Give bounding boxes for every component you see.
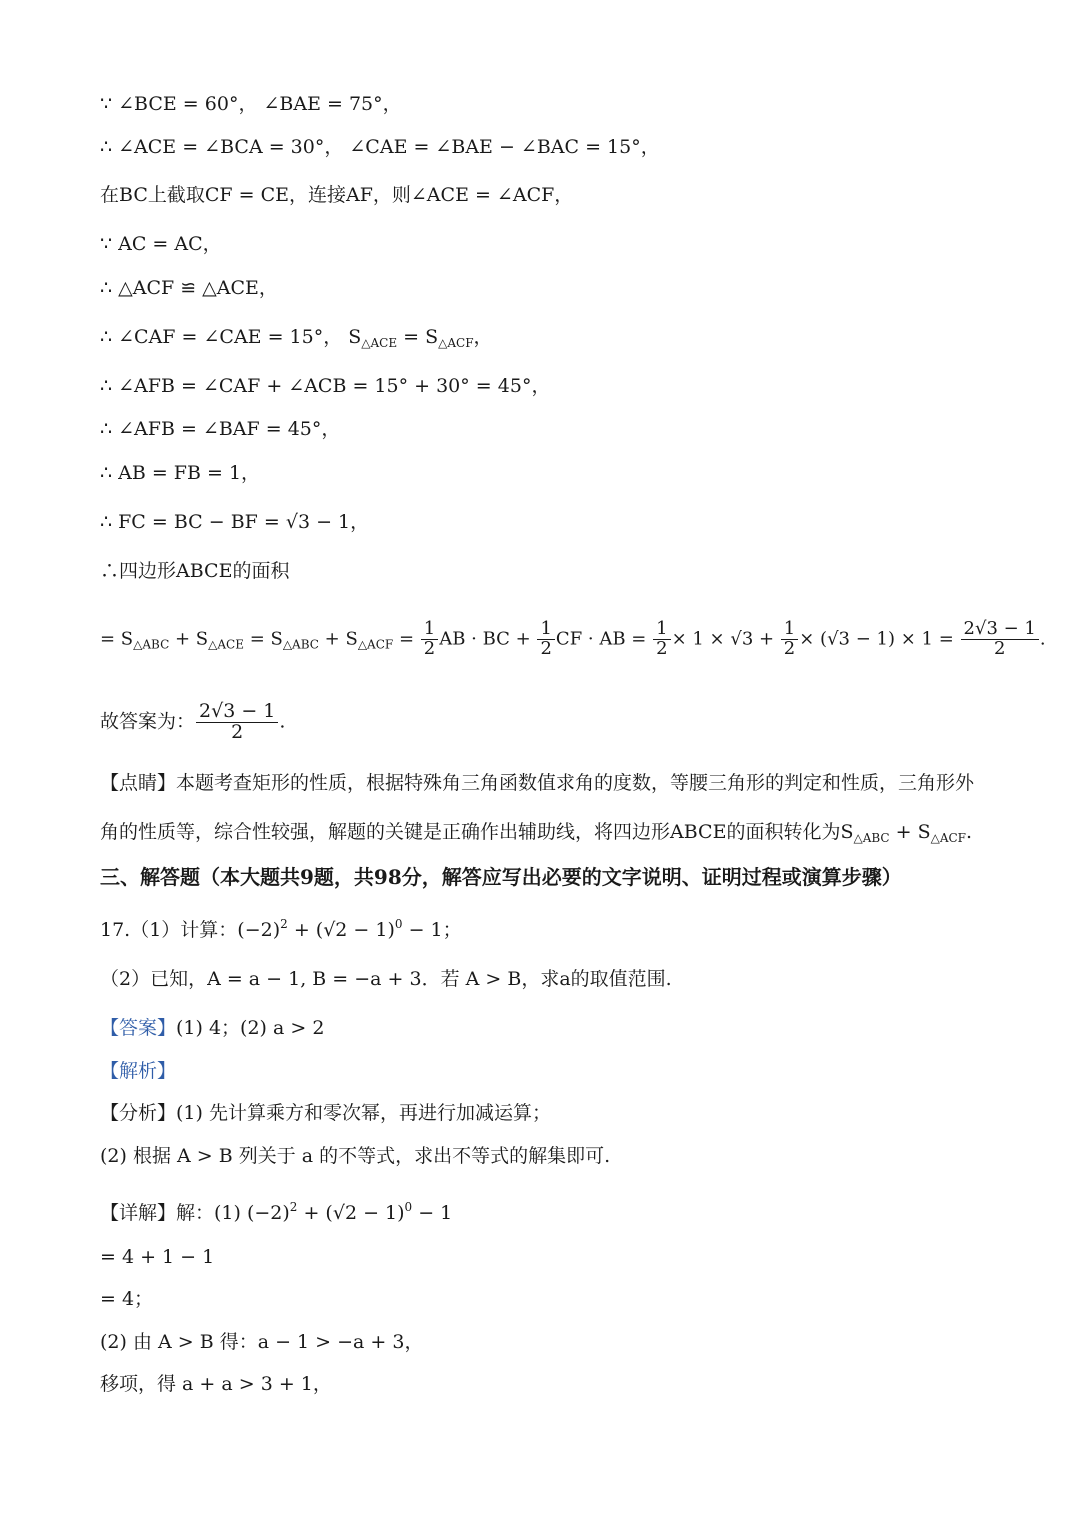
- text-fragment: − 1: [412, 1202, 453, 1224]
- denominator: 2: [783, 637, 796, 659]
- text-line: ∴四边形ABCE的面积: [100, 560, 290, 582]
- numerator: 1: [653, 620, 670, 640]
- text-line: ∵ AC = AC，: [100, 233, 222, 255]
- text-line: ∴ ∠ACE = ∠BCA = 30°， ∠CAE = ∠BAE − ∠BAC = 15°，: [100, 136, 660, 158]
- text-line: ∵ ∠BCE = 60°， ∠BAE = 75°，: [100, 93, 402, 115]
- solution-step: (2) 由 A > B 得：a − 1 > −a + 3，: [100, 1331, 424, 1353]
- subscript: △ACE: [208, 637, 244, 652]
- text-fragment: + (√2 − 1): [287, 919, 395, 941]
- text-fragment: ，: [473, 326, 493, 348]
- subscript: △ACF: [438, 336, 474, 350]
- denominator: 2: [993, 637, 1006, 659]
- area-equation: [100, 618, 1046, 659]
- analysis-line: (2) 根据 A > B 列关于 a 的不等式，求出不等式的解集即可.: [100, 1145, 611, 1167]
- question-17-part2: （2）已知，A = a − 1, B = −a + 3．若 A > B，求a的取值范围.: [100, 968, 672, 990]
- text-fragment: 【详解】解：(1) (−2): [100, 1202, 290, 1224]
- text-fragment: ∴ ∠CAF = ∠CAE = 15°， S: [100, 326, 362, 348]
- solution-step: 移项，得 a + a > 3 + 1，: [100, 1373, 332, 1395]
- text-fragment: + (√2 − 1): [297, 1202, 405, 1224]
- text-fragment: 17.（1）计算：(−2): [100, 919, 281, 941]
- answer-tag: 【答案】: [100, 1017, 177, 1039]
- subscript: △ABC: [133, 637, 170, 652]
- text-fragment: 角的性质等，综合性较强，解题的关键是正确作出辅助线，将四边形ABCE的面积转化为S: [100, 821, 854, 843]
- superscript: 2: [280, 917, 288, 931]
- answer-line: [100, 700, 286, 743]
- text-fragment: .: [279, 710, 286, 733]
- detail-line: [100, 1192, 452, 1222]
- comment-line: 【点睛】本题考查矩形的性质，根据特殊角三角函数值求角的度数，等腰三角形的判定和性质，三角形外: [100, 772, 975, 794]
- answer-text: (1) 4；(2) a > 2: [176, 1017, 325, 1039]
- eq-fragment: = S: [243, 628, 283, 650]
- eq-fragment: + S: [169, 628, 209, 650]
- text-line: ∴ ∠AFB = ∠CAF + ∠ACB = 15° + 30° = 45°，: [100, 375, 551, 397]
- text-fragment: .: [966, 821, 973, 843]
- superscript: 0: [404, 1200, 413, 1214]
- fraction: [421, 620, 438, 659]
- eq-fragment: × 1 × √3 +: [671, 628, 780, 650]
- denominator: 2: [423, 637, 436, 659]
- subscript: △ACE: [361, 336, 398, 350]
- text-line: ∴ FC = BC − BF = √3 − 1，: [100, 511, 370, 533]
- eq-fragment: × (√3 − 1) × 1 =: [799, 628, 960, 650]
- answer-label: 故答案为：: [100, 710, 196, 733]
- fraction: [537, 620, 554, 659]
- eq-fragment: AB · BC +: [439, 628, 537, 650]
- denominator: 2: [540, 637, 552, 659]
- text-line: [100, 322, 493, 352]
- numerator: 2√3 − 1: [961, 620, 1039, 640]
- superscript: 2: [289, 1200, 298, 1214]
- text-fragment: = S: [397, 326, 439, 348]
- eq-fragment: .: [1039, 628, 1046, 650]
- section-heading: 三、解答题（本大题共9题，共98分，解答应写出必要的文字说明、证明过程或演算步骤）: [100, 865, 902, 889]
- numerator: 1: [421, 620, 438, 640]
- denominator: 2: [656, 637, 668, 659]
- subscript: △ACF: [357, 637, 394, 652]
- text-line: ∴ AB = FB = 1，: [100, 462, 261, 484]
- fraction: [196, 702, 278, 743]
- numerator: 1: [781, 620, 798, 640]
- solution-step: = 4；: [100, 1288, 154, 1310]
- text-fragment: + S: [889, 821, 931, 843]
- text-line: 在BC上截取CF = CE，连接AF，则∠ACE = ∠ACF，: [100, 184, 574, 206]
- subscript: △ACF: [930, 831, 967, 845]
- eq-fragment: =: [393, 628, 420, 650]
- answer-line: [100, 1013, 324, 1043]
- solution-step: = 4 + 1 − 1: [100, 1246, 215, 1268]
- comment-line: [100, 817, 972, 847]
- numerator: 2√3 − 1: [196, 702, 278, 723]
- analysis-line: 【分析】(1) 先计算乘方和零次幂，再进行加减运算；: [100, 1102, 551, 1124]
- superscript: 0: [394, 917, 403, 931]
- fraction: [961, 620, 1039, 659]
- text-fragment: − 1；: [402, 919, 462, 941]
- question-17-part1: [100, 909, 462, 939]
- eq-fragment: + S: [318, 628, 358, 650]
- text-line: ∴ ∠AFB = ∠BAF = 45°，: [100, 418, 341, 440]
- fraction: [653, 620, 670, 659]
- denominator: 2: [231, 720, 244, 743]
- subscript: △ABC: [853, 831, 890, 845]
- eq-fragment: = S: [100, 628, 134, 650]
- text-line: ∴ △ACF ≌ △ACE，: [100, 277, 278, 299]
- numerator: 1: [537, 620, 554, 640]
- eq-fragment: CF · AB =: [555, 628, 653, 650]
- subscript: △ABC: [282, 637, 319, 652]
- fraction: [781, 620, 798, 659]
- analysis-tag: 【解析】: [100, 1060, 177, 1082]
